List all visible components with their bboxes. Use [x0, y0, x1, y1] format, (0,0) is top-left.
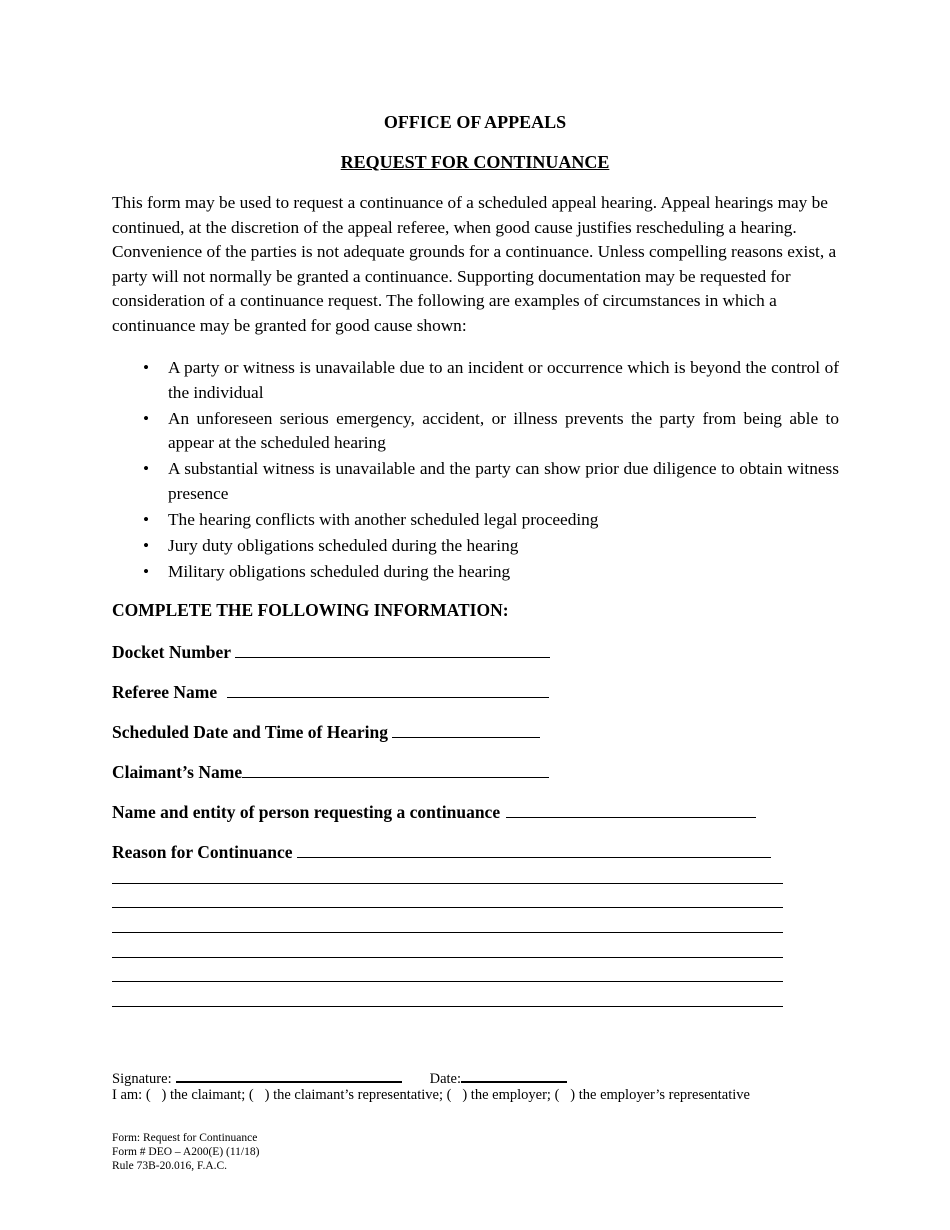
bullet-icon: • [142, 561, 150, 581]
claimant-name-input[interactable] [242, 760, 549, 778]
signature-label: Signature: [112, 1071, 172, 1087]
list-item: • Jury duty obligations scheduled during the hearing [112, 534, 839, 559]
requestor-input[interactable] [506, 800, 756, 818]
footer-form-name: Form: Request for Continuance [112, 1132, 258, 1144]
reason-field [112, 840, 771, 864]
date-input[interactable] [461, 1069, 567, 1083]
docket-number-input[interactable] [235, 640, 550, 658]
date-label: Date: [429, 1071, 462, 1087]
reason-line[interactable] [112, 957, 783, 958]
form-footer [112, 1131, 259, 1173]
reason-input[interactable] [297, 840, 771, 858]
bullet-icon: • [142, 535, 150, 555]
claimant-rep-checkbox[interactable]: ( ) [248, 1087, 270, 1103]
employer-rep-checkbox[interactable]: ( ) [554, 1087, 576, 1103]
list-item: • A party or witness is unavailable due to an incident or occurrence which is beyond the control of the individual [112, 356, 839, 405]
reason-line[interactable] [112, 907, 783, 908]
bullet-icon: • [142, 358, 150, 377]
role-selection [112, 1087, 750, 1104]
signature-row [112, 1069, 567, 1088]
claimant-option-label: the claimant; [170, 1087, 246, 1103]
claimant-rep-option-label: the claimant’s representative; [273, 1087, 443, 1103]
list-item: • A substantial witness is unavailable and the party can show prior due diligence to obtain witness presence [112, 457, 839, 506]
intro-paragraph: This form may be used to request a continuance of a scheduled appeal hearing. Appeal hearings may be continued, at the discretion of the appeal referee, when good cause justifies rescheduling a hearing. Convenience of the parties is not adequate grounds for a continuance. Unless compelling reasons exist, a party will not normally be granted a continuance. Supporting documentation may be requested for consideration of a continuance request. The following are examples of circumstances in which a continuance may be granted for good cause shown: [112, 193, 837, 335]
requestor-label: Name and entity of person requesting a continuance [112, 802, 501, 822]
bullet-icon: • [142, 459, 150, 478]
employer-checkbox[interactable]: ( ) [446, 1087, 468, 1103]
section-heading: COMPLETE THE FOLLOWING INFORMATION: [112, 600, 509, 620]
footer-form-number: Form # DEO – A200(E) (11/18) [112, 1146, 260, 1158]
hearing-date-field [112, 720, 540, 744]
hearing-date-label: Scheduled Date and Time of Hearing [112, 722, 388, 742]
referee-name-input[interactable] [227, 680, 549, 698]
docket-number-field [112, 640, 550, 664]
reason-line[interactable] [112, 932, 783, 933]
reason-label: Reason for Continuance [112, 842, 293, 862]
claimant-name-label: Claimant’s Name [112, 762, 243, 782]
reason-line[interactable] [112, 1006, 783, 1007]
list-item: • An unforeseen serious emergency, accident, or illness prevents the party from being able to appear at the scheduled hearing [112, 407, 839, 456]
claimant-name-field [112, 760, 549, 784]
signature-input[interactable] [176, 1069, 402, 1083]
reason-line[interactable] [112, 883, 783, 884]
employer-rep-option-label: the employer’s representative [578, 1087, 750, 1103]
docket-number-label: Docket Number [112, 642, 232, 662]
reason-line[interactable] [112, 981, 783, 982]
employer-option-label: the employer; [470, 1087, 551, 1103]
bullet-icon: • [142, 408, 150, 428]
list-item: • Military obligations scheduled during the hearing [112, 560, 839, 585]
footer-rule: Rule 73B-20.016, F.A.C. [112, 1160, 228, 1172]
referee-name-field [112, 680, 549, 704]
form-title: REQUEST FOR CONTINUANCE [340, 152, 610, 172]
office-heading: OFFICE OF APPEALS [383, 112, 567, 132]
list-item: • The hearing conflicts with another scheduled legal proceeding [112, 508, 839, 533]
hearing-date-input[interactable] [392, 720, 540, 738]
claimant-checkbox[interactable]: ( ) [145, 1087, 167, 1103]
circumstances-list [112, 356, 839, 586]
bullet-icon: • [142, 509, 150, 529]
referee-name-label: Referee Name [112, 682, 218, 702]
requestor-field [112, 800, 756, 824]
role-label: I am: [112, 1087, 143, 1103]
